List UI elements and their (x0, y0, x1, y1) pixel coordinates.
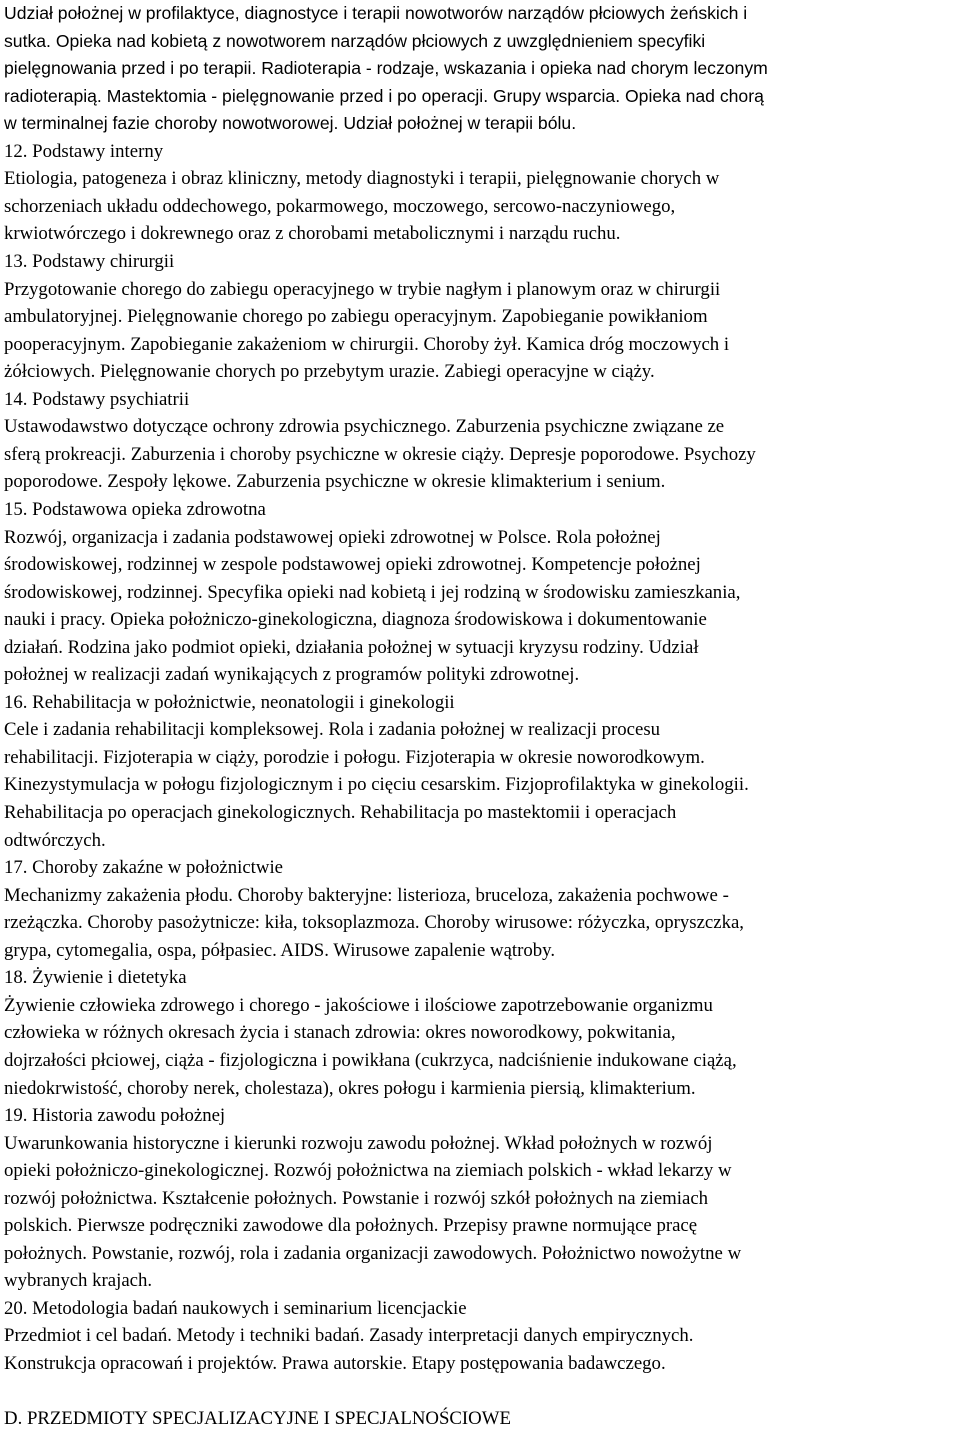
text-line: Przygotowanie chorego do zabiegu operacyjnego w trybie nagłym i planowym oraz w chirurgii (4, 278, 721, 300)
text-line: Rehabilitacja po operacjach ginekologicznych. Rehabilitacja po mastektomii i operacjach (4, 802, 677, 823)
text-line: środowiskowej, rodzinnej w zespole podstawowej opieki zdrowotnej. Kompetencje położnej (4, 554, 701, 575)
text-line: 20. Metodologia badań naukowych i seminarium licencjackie (4, 1297, 467, 1319)
text-line: położnej w realizacji zadań wynikających z programów polityki zdrowotnej. (4, 664, 580, 686)
text-line: Mechanizmy zakażenia płodu. Choroby bakteryjne: listerioza, bruceloza, zakażenia pochwowe - (4, 884, 729, 906)
text-line: żółciowych. Pielęgnowanie chorych po przebytym urazie. Zabiegi operacyjne w ciąży. (4, 361, 655, 383)
text-line: 12. Podstawy interny (4, 140, 164, 162)
text-line: w terminalnej fazie choroby nowotworowej. Udział położnej w terapii bólu. (4, 113, 577, 134)
text-line: pooperacyjnym. Zapobieganie zakażeniom w chirurgii. Choroby żył. Kamica dróg moczowych i (4, 333, 730, 355)
text-line: nauki i pracy. Opieka położniczo-ginekologiczna, diagnoza środowiskowa i dokumentowanie (4, 609, 707, 631)
text-line: człowieka w różnych okresach życia i stanach zdrowia: okres noworodkowy, pokwitania, (4, 1022, 676, 1044)
text-line: opieki położniczo-ginekologicznej. Rozwój położnictwa na ziemiach polskich - wkład lekarzy w (4, 1160, 732, 1182)
text-line: 14. Podstawy psychiatrii (4, 388, 190, 410)
section-heading: D. PRZEDMIOTY SPECJALIZACYJNE I SPECJALNOŚCIOWE (4, 1408, 511, 1429)
text-line: 16. Rehabilitacja w położnictwie, neonatologii i ginekologii (4, 691, 455, 713)
text-line: Cele i zadania rehabilitacji kompleksowej. Rola i zadania położnej w realizacji procesu (4, 719, 661, 741)
text-line: Przedmiot i cel badań. Metody i techniki badań. Zasady interpretacji danych empirycznych. (4, 1325, 694, 1347)
text-line: Żywienie człowieka zdrowego i chorego - jakościowe i ilościowe zapotrzebowanie organizmu (4, 994, 713, 1016)
text-line: ambulatoryjnej. Pielęgnowanie chorego po zabiegu operacyjnym. Zapobieganie powikłaniom (4, 306, 708, 328)
text-line: wybranych krajach. (4, 1270, 153, 1292)
text-line: niedokrwistość, choroby nerek, cholestaza), okres połogu i karmienia piersią, klimakterium. (4, 1077, 696, 1099)
text-line: rozwój położnictwa. Kształcenie położnych. Powstanie i rozwój szkół położnych na ziemiach (4, 1187, 709, 1209)
text-line: 18. Żywienie i dietetyka (4, 967, 187, 989)
text-line: pielęgnowania przed i po terapii. Radioterapia - rodzaje, wskazania i opieka nad chorym leczonym (4, 58, 768, 79)
text-line: rehabilitacji. Fizjoterapia w ciąży, porodzie i połogu. Fizjoterapia w okresie noworodkowym. (4, 746, 705, 768)
text-line: Konstrukcja opracowań i projektów. Prawa autorskie. Etapy postępowania badawczego. (4, 1353, 666, 1374)
text-line: poporodowe. Zespoły lękowe. Zaburzenia psychiczne w okresie klimakterium i senium. (4, 471, 666, 493)
text-line: położnych. Powstanie, rozwój, rola i zadania organizacji zawodowych. Położnictwo nowożytne w (4, 1242, 742, 1264)
text-line: 13. Podstawy chirurgii (4, 251, 175, 272)
text-line: Udział położnej w profilaktyce, diagnostyce i terapii nowotworów narządów płciowych żeńskich i (4, 3, 748, 23)
text-line: 15. Podstawowa opieka zdrowotna (4, 498, 266, 520)
text-line: dojrzałości płciowej, ciąża - fizjologiczna i powikłana (cukrzyca, nadciśnienie indukowane ciążą, (4, 1049, 737, 1071)
text-line: Ustawodawstwo dotyczące ochrony zdrowia psychicznego. Zaburzenia psychiczne związane ze (4, 416, 725, 438)
text-line: 17. Choroby zakaźne w położnictwie (4, 857, 284, 879)
text-line: Rozwój, organizacja i zadania podstawowej opieki zdrowotnej w Polsce. Rola położnej (4, 526, 661, 548)
text-line: sferą prokreacji. Zaburzenia i choroby psychiczne w okresie ciąży. Depresje poporodowe. Psychozy (4, 443, 756, 465)
text-line: sutka. Opieka nad kobietą z nowotworem narządów płciowych z uwzględnieniem specyfiki (4, 30, 706, 51)
text-line: rzeżączka. Choroby pasożytnicze: kiła, toksoplazmoza. Choroby wirusowe: różyczka, opryszczka, (4, 912, 745, 934)
text-line: Kinezystymulacja w połogu fizjologicznym i po cięciu cesarskim. Fizjoprofilaktyka w ginekologii. (4, 774, 749, 796)
text-line: schorzeniach układu oddechowego, pokarmowego, moczowego, sercowo-naczyniowego, (4, 195, 676, 217)
text-line: 19. Historia zawodu położnej (4, 1105, 226, 1126)
text-line: krwiotwórczego i dokrewnego oraz z chorobami metabolicznymi i narządu ruchu. (4, 223, 621, 245)
text-line: polskich. Pierwsze podręczniki zawodowe dla położnych. Przepisy prawne normujące pracę (4, 1215, 698, 1237)
text-line: środowiskowej, rodzinnej. Specyfika opieki nad kobietą i jej rodziną w środowisku zamieszkania, (4, 581, 741, 603)
text-line: Etiologia, patogeneza i obraz kliniczny, metody diagnostyki i terapii, pielęgnowanie chorych w (4, 168, 720, 190)
text-line: Uwarunkowania historyczne i kierunki rozwoju zawodu położnej. Wkład położnych w rozwój (4, 1132, 713, 1154)
text-line: działań. Rodzina jako podmiot opieki, działania położnej w sytuacji kryzysu rodziny. Udział (4, 636, 699, 658)
text-line: grypa, cytomegalia, ospa, półpasiec. AIDS. Wirusowe zapalenie wątroby. (4, 939, 556, 961)
text-line: odtwórczych. (4, 829, 106, 851)
text-line: radioterapią. Mastektomia - pielęgnowanie przed i po operacji. Grupy wsparcia. Opieka nad chorą (4, 85, 764, 106)
